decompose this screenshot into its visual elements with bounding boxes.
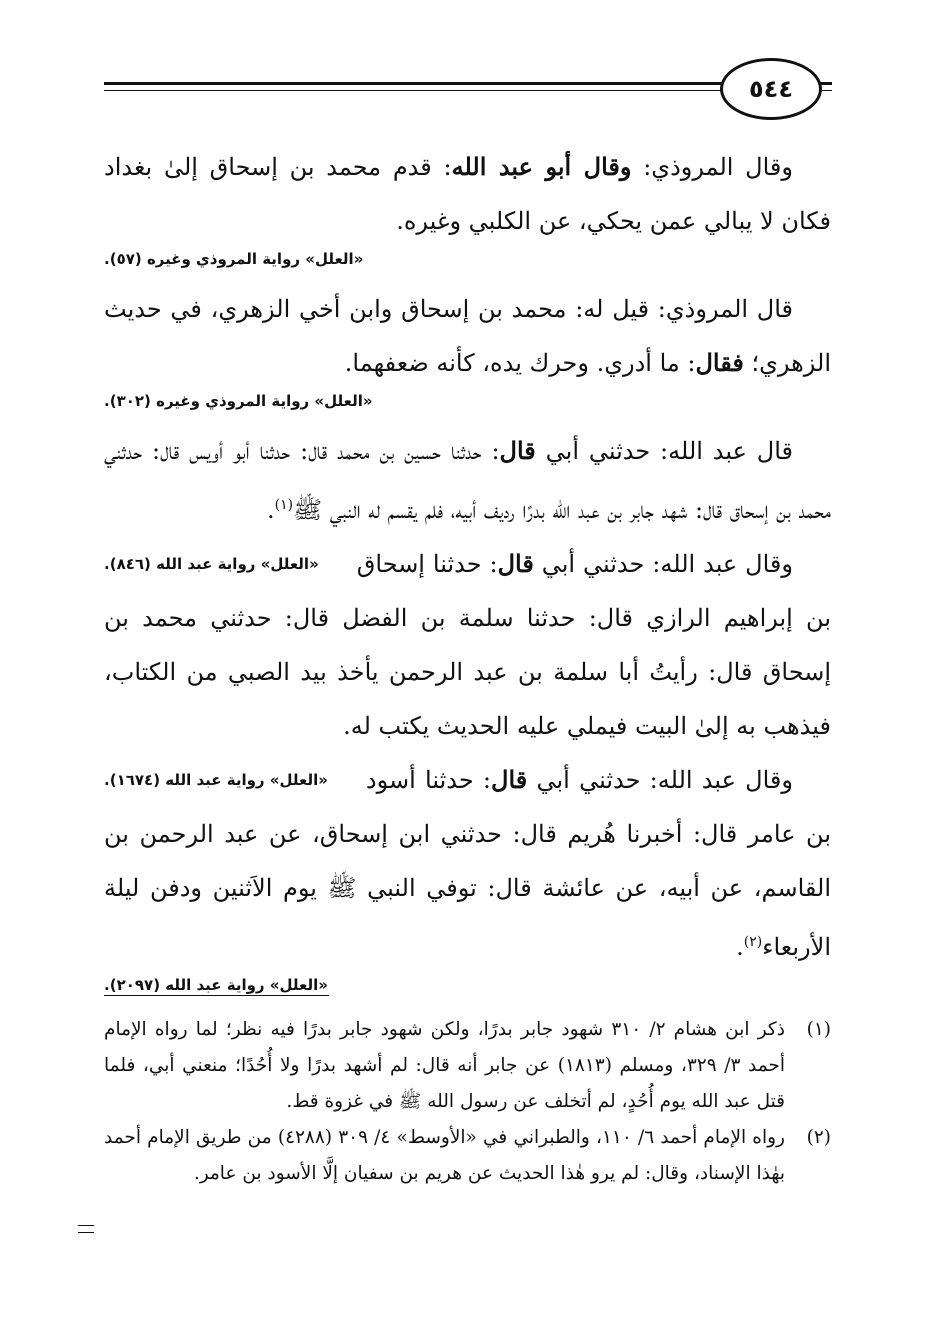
paragraph-4: وقال عبد الله: حدثني أبي قال: حدثنا إسحاق بن إبراهيم الرازي قال: حدثنا سلمة بن الفضل قال: حدثني محمد بن إسحاق قال: رأيتُ أبا سلمة بن عبد الرحمن يأخذ بيد الصبي من الكتاب، فيذهب به إلىٰ البيت فيملي عليه الحديث يكتب له. «العلل» رواية عبد الله (١٦٧٤). (104, 537, 831, 753)
margin-mark (78, 1225, 94, 1233)
header-rule-left-thin (104, 90, 722, 91)
source-citation-5: «العلل» رواية عبد الله (٢٠٩٧). (104, 976, 328, 994)
paragraph-5: وقال عبد الله: حدثني أبي قال: حدثنا أسود بن عامر قال: أخبرنا هُريم قال: حدثني ابن إسحاق، عن عبد الرحمن بن القاسم، عن أبيه، عن عائشة قال: توفي النبي ﷺ يوم الاَثنين ودفن ليلة الأربعاء$^{(٢)}$. (104, 765, 831, 961)
source-citation-2: «العلل» رواية المروذي وغيره (٣٠٢). (104, 392, 373, 410)
source-citation-4: «العلل» رواية عبد الله (١٦٧٤). (104, 771, 328, 789)
footnotes (104, 1012, 831, 1192)
footnote-text: ذكر ابن هشام ٢/ ٣١٠ شهود جابر بدرًا، ولكن شهود جابر بدرًا فيه نظر؛ لما رواه الإمام أحمد ٣/ ٣٢٩، ومسلم (١٨١٣) عن جابر أنه قال: لم أشهد بدرًا ولا أُحُدًا؛ منعني أبي، فلما قتل عبد الله يوم أُحُدٍ، لم أتخلف عن رسول الله ﷺ في غزوة قط. (104, 1019, 785, 1112)
footnote-number: (١) (806, 1019, 831, 1040)
page-number: ٥٤٤ (720, 58, 822, 120)
footnote-2 (104, 1120, 831, 1192)
paragraph-2: قال المروذي: قيل له: محمد بن إسحاق وابن أخي الزهري، في حديث الزهري؛ فقال: ما أدري. وحرك يده، كأنه ضعفهما. (104, 295, 831, 377)
footnote-1 (104, 1012, 831, 1120)
paragraph-3: قال عبد الله: حدثني أبي قال: حدثنا حسين بن محمد قال: حدثنا أبو أويس قال: حدثني محمد بن إسحاق قال: شهد جابر بن عبد الله بدرًا رديف أبيه، فلم يقسم له النبي ﷺ$^{(١)}$. «العلل» رواية عبد الله (٨٤٦). (104, 424, 831, 537)
footnote-ref-1[interactable]: (١) (274, 497, 294, 513)
header-rule-left (104, 82, 722, 85)
footnote-text: رواه الإمام أحمد ٦/ ١١٠، والطبراني في «الأوسط» ٤/ ٣٠٩ (٤٢٨٨) من طريق الإمام أحمد بهٰذا الإسناد، وقال: لم يرو هٰذا الحديث عن هريم بن سفيان إلَّا الأسود بن عامر. (104, 1127, 785, 1184)
footnote-separator (104, 995, 329, 996)
main-text (104, 140, 831, 1008)
source-citation-1: «العلل» رواية المروذي وغيره (٥٧). (104, 250, 364, 268)
paragraph-1: وقال المروذي: وقال أبو عبد الله: قدم محمد بن إسحاق إلىٰ بغداد فكان لا يبالي عمن يحكي، عن الكلبي وغيره. (104, 152, 831, 235)
footnote-ref-2[interactable]: (٢) (743, 934, 763, 950)
footnote-number: (٢) (806, 1127, 831, 1148)
source-citation-3: «العلل» رواية عبد الله (٨٤٦). (104, 555, 319, 573)
